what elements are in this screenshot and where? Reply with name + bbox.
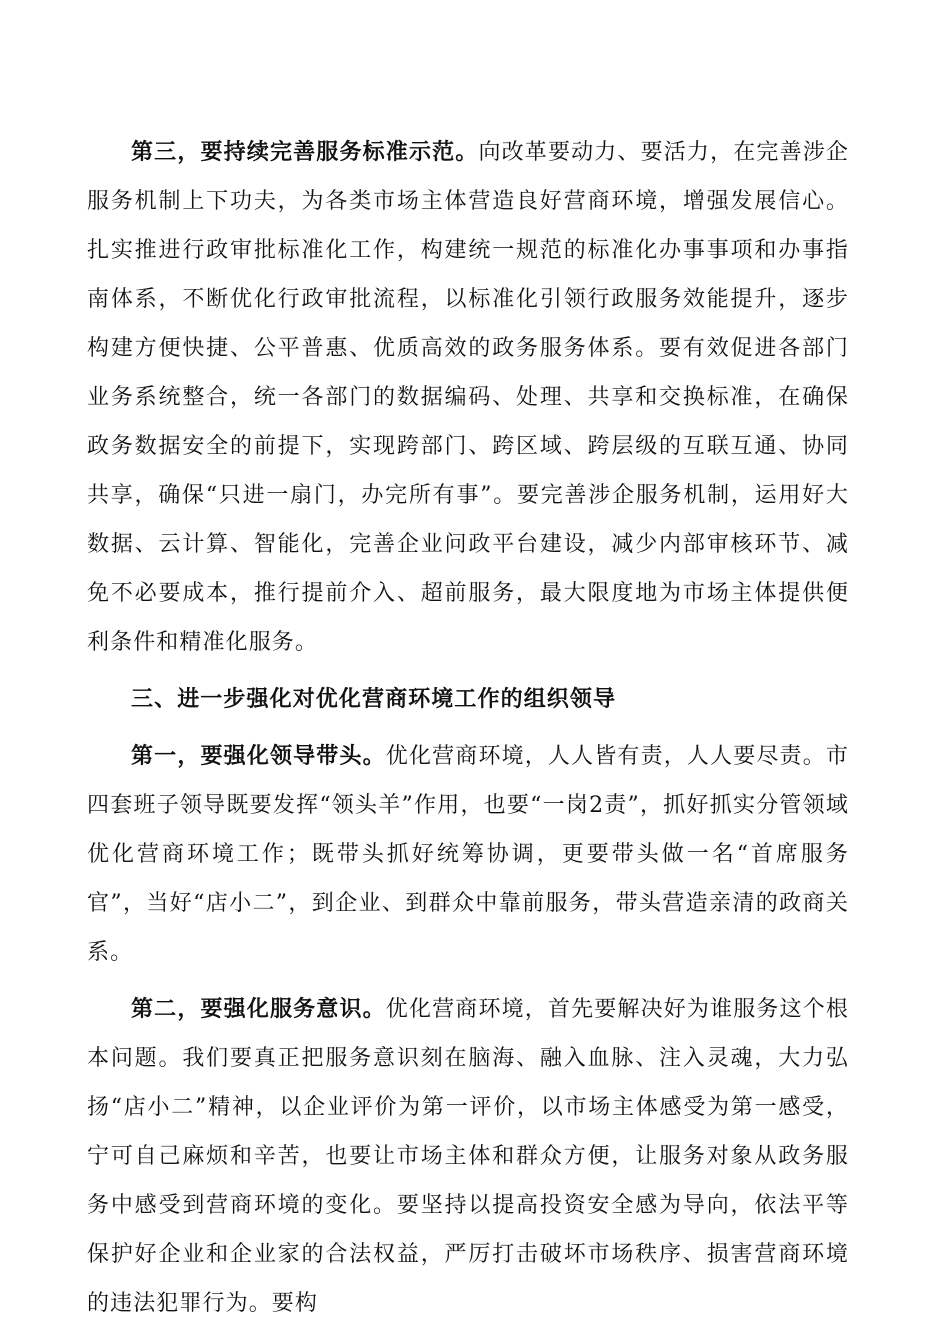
document-body <box>87 128 849 1336</box>
paragraph-text: 优化营商环境，首先要解决好为谁服务这个根本问题。我们要真正把服务意识刻在脑海、融入血脉、注入灵魂，大力弘扬“店小二”精神，以企业评价为第一评价，以市场主体感受为第一感受，宁可自己麻烦和辛苦，也要让市场主体和群众方便，让服务对象从政务服务中感受到营商环境的变化。要坚持以提高投资安全感为导向，依法平等保护好企业和企业家的合法权益，严厉打击破坏市场秩序、损害营商环境的违法犯罪行为。要构 <box>87 997 849 1316</box>
paragraph-second-service <box>87 985 849 1328</box>
paragraph-third-standards <box>87 128 849 667</box>
paragraph-text: 向改革要动力、要活力，在完善涉企服务机制上下功夫，为各类市场主体营造良好营商环境，增强发展信心。扎实推进行政审批标准化工作，构建统一规范的标准化办事事项和办事指南体系，不断优化行政审批流程，以标准化引领行政服务效能提升，逐步构建方便快捷、公平普惠、优质高效的政务服务体系。要有效促进各部门业务系统整合，统一各部门的数据编码、处理、共享和交换标准，在确保政务数据安全的前提下，实现跨部门、跨区域、跨层级的互联互通、协同共享，确保“只进一扇门，办完所有事”。要完善涉企服务机制，运用好大数据、云计算、智能化，完善企业问政平台建设，减少内部审核环节、减免不必要成本，推行提前介入、超前服务，最大限度地为市场主体提供便利条件和精准化服务。 <box>87 140 849 655</box>
paragraph-text: 优化营商环境，人人皆有责，人人要尽责。市四套班子领导既要发挥“领头羊”作用，也要“一岗2责”，抓好抓实分管领域优化营商环境工作；既带头抓好统筹协调，更要带头做一名“首席服务官”，当好“店小二”，到企业、到群众中靠前服务，带头营造亲清的政商关系。 <box>87 744 849 965</box>
paragraph-lead: 第一，要强化领导带头。 <box>131 743 386 769</box>
paragraph-lead: 第三，要持续完善服务标准示范。 <box>131 139 479 165</box>
paragraph-first-leadership <box>87 732 849 977</box>
paragraph-lead: 第二，要强化服务意识。 <box>131 996 386 1022</box>
section-heading: 三、进一步强化对优化营商环境工作的组织领导 <box>131 686 617 712</box>
